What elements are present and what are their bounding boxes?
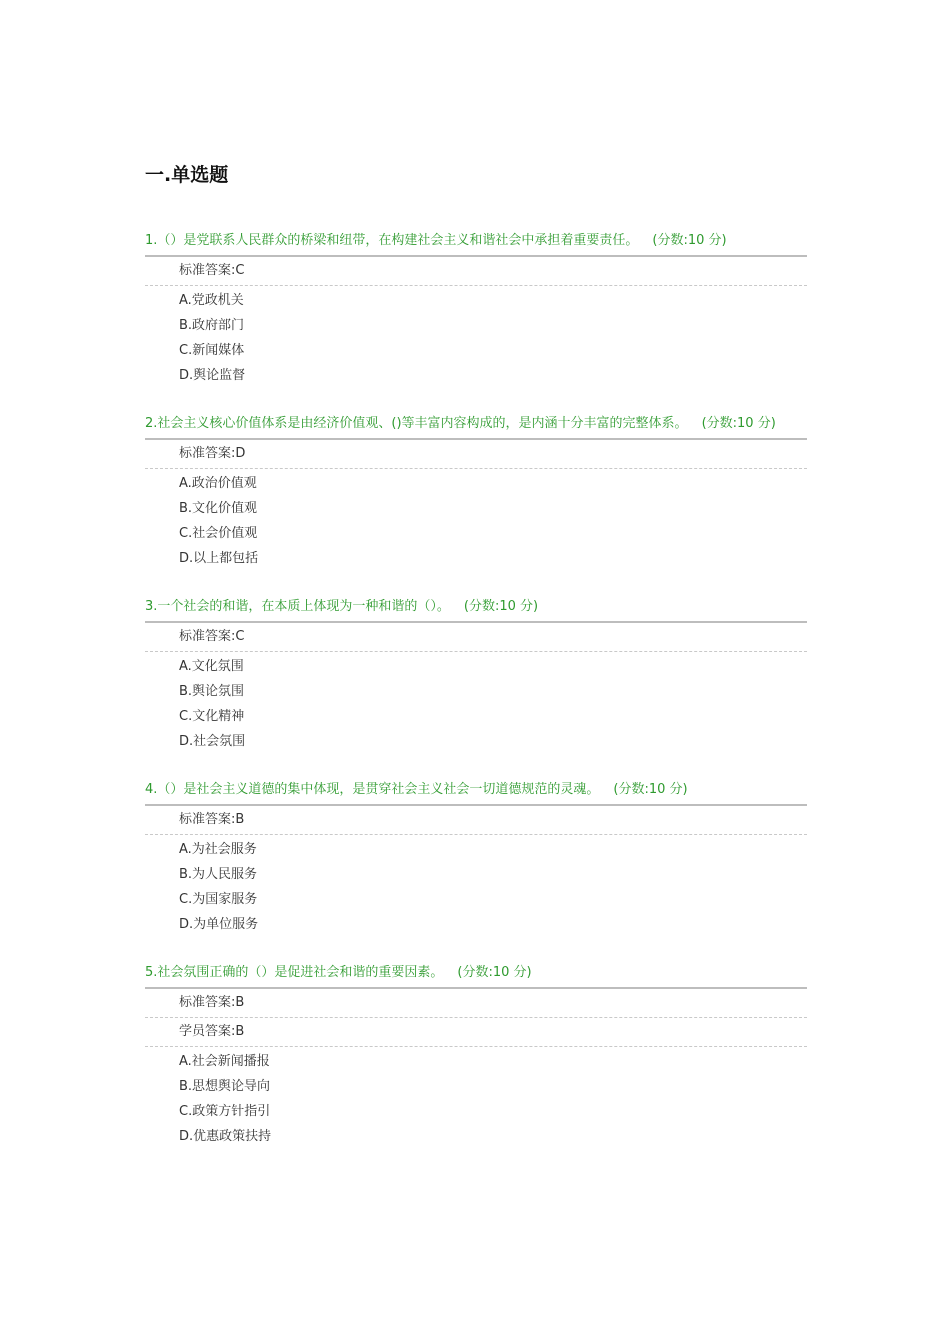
question-score: (分数:10 分) — [652, 233, 727, 248]
question-stem — [145, 594, 807, 623]
question-3 — [145, 594, 807, 754]
options-list — [145, 286, 807, 388]
question-score: (分数:10 分) — [613, 782, 688, 797]
question-score: (分数:10 分) — [701, 416, 776, 431]
question-2 — [145, 411, 807, 571]
option-a: A.社会新闻播报 — [179, 1054, 270, 1069]
question-text: 1.（）是党联系人民群众的桥梁和纽带，在构建社会主义和谐社会中承担着重要责任。 — [145, 233, 639, 248]
question-stem — [145, 960, 807, 989]
option-c: C.政策方针指引 — [179, 1104, 271, 1119]
question-5 — [145, 960, 807, 1149]
option-b: B.思想舆论导向 — [179, 1079, 271, 1094]
question-text: 3.一个社会的和谐，在本质上体现为一种和谐的（）。 — [145, 599, 450, 614]
section-title: 一.单选题 — [145, 164, 229, 186]
question-stem — [145, 777, 807, 806]
question-text: 4.（）是社会主义道德的集中体现，是贯穿社会主义社会一切道德规范的灵魂。 — [145, 782, 600, 797]
question-text: 2.社会主义核心价值体系是由经济价值观、()等丰富内容构成的，是内涵十分丰富的完整体系。 — [145, 416, 688, 431]
standard-answer: 标准答案:C — [145, 257, 807, 286]
question-text: 5.社会氛围正确的（）是促进社会和谐的重要因素。 — [145, 965, 444, 980]
option-a: A.文化氛围 — [179, 659, 244, 674]
option-a: A.党政机关 — [179, 293, 244, 308]
question-list — [145, 228, 807, 1172]
option-d: D.优惠政策扶持 — [179, 1129, 272, 1144]
option-b: B.舆论氛围 — [179, 684, 245, 699]
options-list — [145, 469, 807, 571]
option-d: D.社会氛围 — [179, 734, 246, 749]
question-1 — [145, 228, 807, 388]
options-list — [145, 652, 807, 754]
standard-answer: 标准答案:B — [145, 989, 807, 1018]
question-score: (分数:10 分) — [463, 599, 539, 614]
options-list — [145, 1047, 807, 1149]
standard-answer: 标准答案:C — [145, 623, 807, 652]
option-b: B.为人民服务 — [179, 867, 258, 882]
option-b: B.文化价值观 — [179, 501, 258, 516]
question-stem — [145, 228, 807, 257]
option-a: A.政治价值观 — [179, 476, 257, 491]
question-score: (分数:10 分) — [457, 965, 532, 980]
question-stem — [145, 411, 807, 440]
question-4 — [145, 777, 807, 937]
standard-answer: 标准答案:B — [145, 806, 807, 835]
option-c: C.文化精神 — [179, 709, 245, 724]
options-list — [145, 835, 807, 937]
option-b: B.政府部门 — [179, 318, 245, 333]
option-d: D.为单位服务 — [179, 917, 259, 932]
option-d: D.舆论监督 — [179, 368, 246, 383]
standard-answer: 标准答案:D — [145, 440, 807, 469]
option-d: D.以上都包括 — [179, 551, 259, 566]
option-c: C.为国家服务 — [179, 892, 258, 907]
option-a: A.为社会服务 — [179, 842, 257, 857]
option-c: C.社会价值观 — [179, 526, 258, 541]
student-answer: 学员答案:B — [145, 1018, 807, 1047]
option-c: C.新闻媒体 — [179, 343, 245, 358]
